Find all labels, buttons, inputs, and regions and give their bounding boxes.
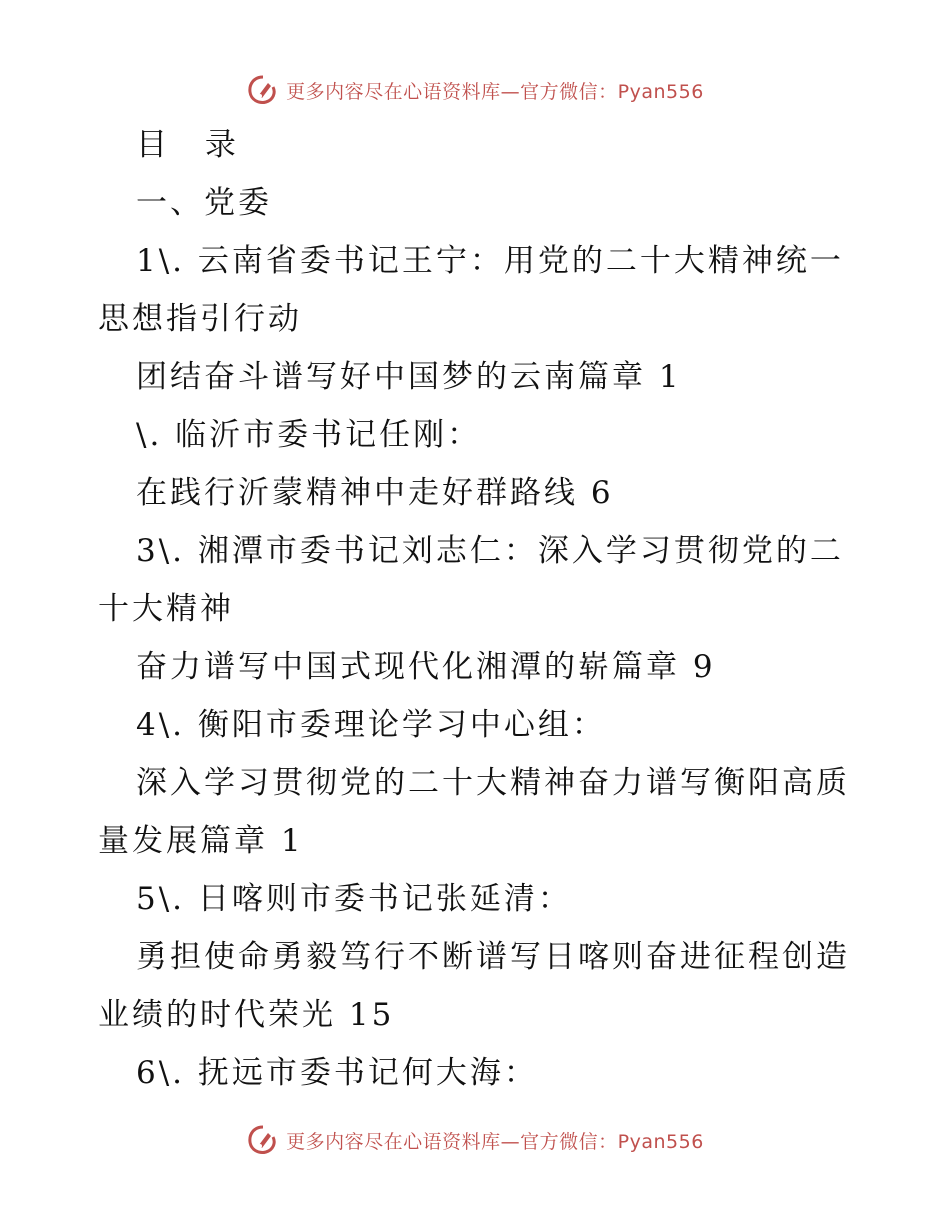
toc-entry: 1\. 云南省委书记王宁：用党的二十大精神统一 [136, 243, 844, 279]
toc-entry: 在践行沂蒙精神中走好群路线 6 [136, 475, 614, 511]
header-watermark-banner [0, 70, 950, 110]
toc-entry: 6\. 抚远市委书记何大海： [136, 1055, 538, 1091]
header-watermark-text: 更多内容尽在心语资料库—官方微信：Pyan556 [286, 80, 704, 103]
toc-entry: \. 临沂市委书记任刚： [136, 417, 482, 453]
toc-entry: 5\. 日喀则市委书记张延清： [136, 881, 572, 917]
section-heading: 一、党委 [136, 185, 272, 221]
pen-nib-swirl-icon [246, 1123, 280, 1157]
toc-entry-continuation: 业绩的时代荣光 15 [98, 997, 395, 1033]
toc-entry: 勇担使命勇毅笃行不断谱写日喀则奋进征程创造 [136, 939, 850, 975]
toc-entry: 奋力谱写中国式现代化湘潭的崭篇章 9 [136, 649, 716, 685]
toc-entry: 深入学习贯彻党的二十大精神奋力谱写衡阳高质 [136, 765, 850, 801]
toc-entry-continuation: 思想指引行动 [98, 301, 302, 337]
page-title: 目 录 [136, 127, 250, 163]
pen-nib-swirl-icon [246, 73, 280, 107]
footer-watermark-banner [0, 1120, 950, 1160]
toc-entry: 4\. 衡阳市委理论学习中心组： [136, 707, 606, 743]
toc-entry: 团结奋斗谱写好中国梦的云南篇章 1 [136, 359, 682, 395]
document-body [98, 116, 858, 1102]
footer-watermark-text: 更多内容尽在心语资料库—官方微信：Pyan556 [286, 1130, 704, 1153]
toc-entry-continuation: 十大精神 [98, 591, 234, 627]
toc-entry-continuation: 量发展篇章 1 [98, 823, 304, 859]
toc-entry: 3\. 湘潭市委书记刘志仁：深入学习贯彻党的二 [136, 533, 844, 569]
